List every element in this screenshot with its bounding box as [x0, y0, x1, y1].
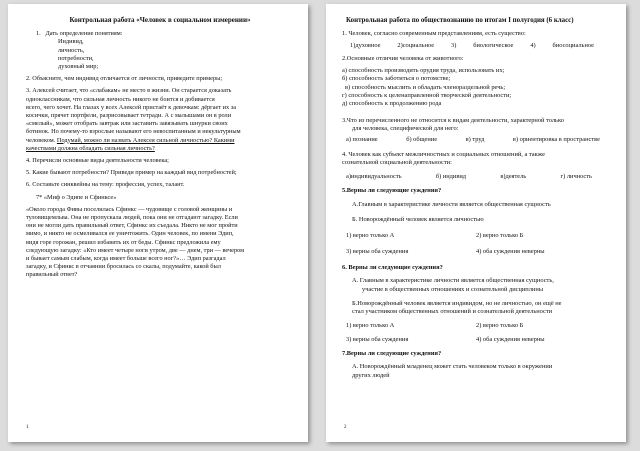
text-line: «смелый», может отобрать завтрак или заставить завязывать шнурки своих	[26, 120, 228, 128]
text-line: они не могли дать правильный ответ, Сфинкс их съедала. Никто не мог пройти	[26, 222, 238, 230]
answer-option: в) способность мыслить и обладать членораздельной речь;	[345, 83, 506, 91]
text-line: других людей	[352, 371, 390, 379]
question-7: 7.Верны ли следующие суждения?	[342, 350, 442, 358]
answer-options	[342, 173, 614, 181]
answer-option: д) способность к продолжению рода	[342, 100, 442, 108]
question-1	[26, 30, 294, 71]
text-line: всего, чего хочет. На глазах у всех Алексей пристаёт к девочкам: дёргает их за	[26, 103, 237, 111]
answer-option: 4)	[530, 41, 536, 49]
answer-option: 2)социальное	[397, 41, 435, 49]
statement-a: А.Главным в характеристике личности является общественная сущность	[352, 200, 551, 208]
question-1: 1. Человек, согласно современным представлениям, есть существо:	[342, 30, 526, 38]
text-line	[26, 137, 294, 145]
answer-option: б) индивид	[435, 173, 467, 181]
question-2: 2. Объясните, чем индивид отличается от личности, приведите примеры;	[26, 75, 223, 83]
answer-option: 1) верно только А	[346, 322, 395, 330]
answer-option: в) ориентировка в пространстве	[512, 136, 600, 144]
answer-option: в) труд	[465, 136, 485, 144]
statement-a	[342, 363, 614, 380]
text-line: следующую загадку: «Кто имеет четыре ноги утром, две — днем, три — вечером	[26, 246, 245, 254]
page-title: Контрольная работа «Человек в социальном измерении»	[69, 16, 251, 24]
text-line: для человека, специфической для него:	[352, 124, 459, 132]
question-4: 4. Перечисли основные виды деятельности человека;	[26, 157, 169, 165]
worksheet-page-2	[326, 4, 626, 442]
question-5: 5.Верны ли следующие суждения?	[342, 187, 442, 195]
question-6: 6. Составьте синквейны на тему: профессия, успех, талант.	[26, 181, 185, 189]
worksheet-page-1	[8, 4, 308, 442]
text-line: туловищемльва. Она не пропускала людей, пока они не отгадают загадку. Если	[26, 214, 238, 222]
answer-option: 1)духовное	[350, 41, 381, 49]
text-line: 3.Что из перечисленного не относится к видам деятельности, характерной только	[342, 116, 564, 124]
statement-a	[342, 277, 614, 294]
text-line: участие в общественных отношениях и сознательной дисциплины	[362, 285, 544, 293]
question-2: 2.Основные отличия человека от животного:	[342, 54, 464, 62]
statement-b	[342, 300, 614, 317]
myth-text	[26, 206, 294, 280]
question-4	[342, 151, 614, 168]
answer-option: 1) верно только А	[346, 232, 395, 240]
answer-options	[342, 136, 614, 144]
answer-option: 3)	[451, 41, 457, 49]
question-3	[26, 87, 294, 153]
answer-option: в)деятель	[500, 173, 527, 181]
page-number: 1	[26, 425, 29, 430]
answer-option: а) познание	[346, 136, 378, 144]
question-7: 7* «Миф о Эдипе и Сфинксе»	[36, 193, 117, 201]
text-line: одноклассникам, что сильная личность никого не боится и добивается	[26, 95, 215, 103]
answer-row	[342, 248, 614, 256]
answer-list	[342, 67, 614, 108]
statement-b: Б. Новорождённый человек является личностью	[352, 216, 484, 224]
text-line: ботинок. Но почему-то взрослые называют его невоспитанным и некультурным	[26, 128, 241, 136]
answer-option: 2) верно только Б	[476, 232, 524, 240]
text-line: мимо, и никто не осмеливался ее уничтожить. Один человек, по имени Эдип,	[26, 230, 234, 238]
underlined-question: качествами должна обладать сильная личность?	[26, 144, 155, 152]
answer-row	[342, 232, 614, 240]
answer-option: б) общение	[406, 136, 438, 144]
answer-option: а) способность производить орудия труда, использовать их;	[342, 67, 505, 75]
term-item: личность,	[58, 46, 85, 54]
term-item: потребности,	[58, 54, 94, 62]
answer-option: 3) верны оба суждения	[346, 247, 409, 255]
answer-option: б) способность заботиться о потомстве;	[342, 75, 451, 83]
term-item: духовный мир;	[58, 63, 99, 71]
text-span: человеком.	[26, 136, 56, 144]
text-line: А. Главным в характеристике личности является общественная сущность,	[352, 277, 554, 285]
answer-option: г) личность	[560, 173, 592, 181]
question-5: 5. Какие бывают потребности? Приведи пример на каждый вид потребностей;	[26, 169, 237, 177]
text-line: 4. Человек как субъект межличностных и социальных отношений, а также	[342, 150, 545, 158]
answer-option: 3) верны оба суждения	[346, 335, 409, 343]
underlined-question: Подумай, можно ли назвать Алексея сильной личностью? Какими	[56, 136, 235, 144]
answer-option: 2) верно только Б	[476, 322, 524, 330]
text-line: 3. Алексей считает, что «слабакам» не место в жизни. Он старается доказать	[26, 87, 232, 95]
answer-option: а)индивидуальность	[346, 173, 402, 181]
text-line: косички, прячет портфели, разрисовывает тетради. А с малышами он в роли	[26, 112, 232, 120]
text-line: «Около города Фивы поселилась Сфинкс — чудовище с головой женщины и	[26, 205, 233, 213]
text-line: Б.Новорождённый человек является индивидом, но не личностью, он ещё не	[352, 299, 562, 307]
question-text: 1. Дать определение понятиям:	[36, 30, 123, 38]
answer-option: биосоциальное	[552, 41, 594, 49]
text-line: сознательной социальной деятельности:	[342, 158, 452, 166]
text-line: и бывает самым слабым, когда имеет больше всего ног?»… Эдип разгадал	[26, 255, 226, 263]
page-number: 2	[344, 425, 347, 430]
text-line: загадку, и Сфинкс в отчаянии бросилась со скалы, подумайте, какой был	[26, 263, 221, 271]
text-line: А. Новорождённый младенец может стать человеком только в окружении	[352, 363, 553, 371]
question-3	[342, 117, 614, 134]
page-title: Контрольная работа по обществознанию по итогам I полугодия (6 класс)	[346, 17, 574, 24]
text-line: стал участником общественных отношений и сознательной деятельности	[352, 308, 553, 316]
answer-option: 4) оба суждения неверны	[476, 335, 545, 343]
term-item: Индивид,	[58, 38, 84, 46]
answer-option: биологическое	[473, 41, 514, 49]
text-line: видя горе горожан, решил избавить их от беды. Сфинкс предложила ему	[26, 238, 221, 246]
answer-row	[342, 322, 614, 330]
question-6: 6. Верны ли следующие суждения?	[342, 263, 443, 271]
text-line: правильный ответ?	[26, 271, 78, 279]
answer-option: г) способность к целенаправленной творческой деятельности;	[342, 92, 512, 100]
answer-row	[342, 336, 614, 344]
answer-options	[342, 42, 614, 50]
answer-option: 4) оба суждения неверны	[476, 247, 545, 255]
term-list	[36, 38, 294, 71]
